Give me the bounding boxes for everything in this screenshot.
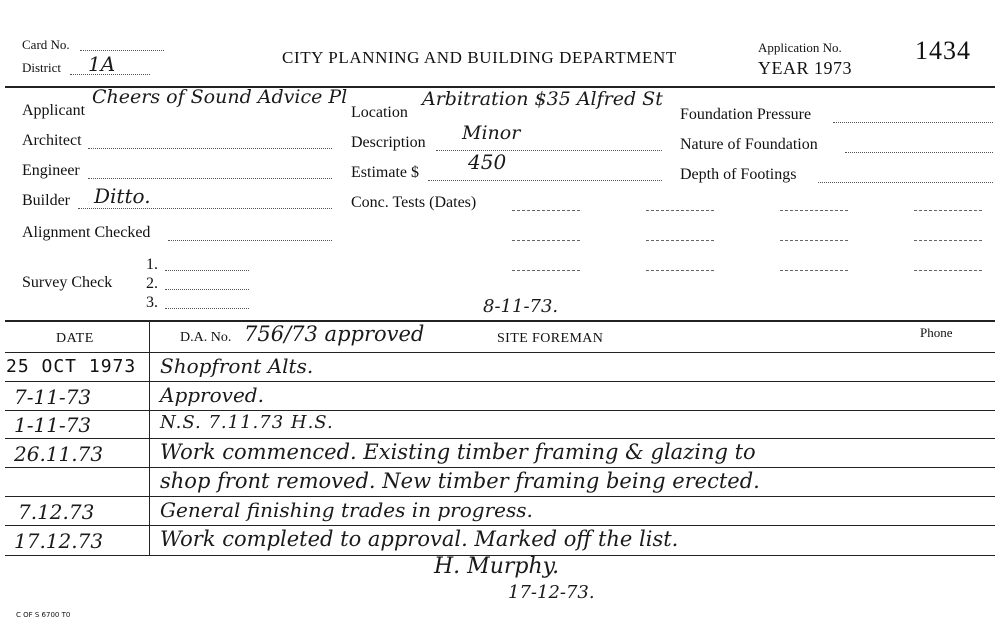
applicant-value: Cheers of Sound Advice Pl [92,86,348,108]
conc-blank-12 [914,270,982,271]
department-title: CITY PLANNING AND BUILDING DEPARTMENT [282,48,677,67]
conc-blank-4 [914,210,982,211]
application-number: 1434 [915,36,971,65]
log-top-rule [5,320,995,322]
estimate-line [428,180,662,181]
signature: H. Murphy. [434,554,560,579]
row-rule-1 [5,381,995,382]
survey-3-line [165,308,249,309]
conc-blank-9 [512,270,580,271]
district-label: District [22,60,61,75]
year-label: YEAR 1973 [758,58,852,78]
builder-label: Builder [22,192,70,209]
description-value: Minor [462,122,521,144]
log-header-rule [5,352,995,353]
signature-date: 17-12-73. [508,582,595,603]
architect-label: Architect [22,132,82,149]
da-label: D.A. No. [180,330,232,345]
conc-blank-11 [780,270,848,271]
da-value: 756/73 approved [244,322,425,346]
log-date: 26.11.73 [14,442,104,466]
estimate-label: Estimate $ [351,164,419,181]
row-rule-5 [5,496,995,497]
architect-line [88,148,332,149]
conc-blank-8 [914,240,982,241]
log-entry: General finishing trades in progress. [160,498,533,522]
alignment-label: Alignment Checked [22,224,151,241]
applicant-label: Applicant [22,102,86,119]
row-rule-4 [5,467,995,468]
log-entry: N.S. 7.11.73 H.S. [160,412,334,433]
log-entry: Work commenced. Existing timber framing & glazing to [160,440,756,464]
top-date: 8-11-73. [483,296,559,317]
district-value: 1A [88,52,116,76]
log-date: 1-11-73 [14,413,92,437]
nature-foundation-label: Nature of Foundation [680,136,818,153]
log-entry: Approved. [160,383,264,407]
conc-blank-5 [512,240,580,241]
site-foreman-label: SITE FOREMAN [497,331,604,346]
builder-value: Ditto. [94,184,151,208]
log-date: 17.12.73 [14,529,104,553]
log-date: 7-11-73 [14,385,92,409]
log-entry: shop front removed. New timber framing being erected. [160,469,760,493]
row-rule-2 [5,410,995,411]
location-label: Location [351,104,408,121]
survey-1: 1. [146,256,158,273]
survey-label: Survey Check [22,274,113,291]
row-rule-6 [5,525,995,526]
nature-foundation-line [845,152,993,153]
application-label: Application No. [758,40,842,55]
foundation-pressure-line [833,122,993,123]
foundation-pressure-label: Foundation Pressure [680,106,812,123]
estimate-value: 450 [468,150,507,174]
log-entry: Shopfront Alts. [160,354,314,378]
location-value: Arbitration $35 Alfred St [422,88,663,110]
survey-2-line [165,289,249,290]
conc-tests-label: Conc. Tests (Dates) [351,194,477,211]
conc-blank-3 [780,210,848,211]
card-no-line [80,50,164,51]
conc-blank-10 [646,270,714,271]
date-header: DATE [56,331,94,346]
description-label: Description [351,134,426,151]
phone-label: Phone [920,325,953,340]
alignment-line [168,240,332,241]
survey-3: 3. [146,294,158,311]
log-date: 25 OCT 1973 [6,356,137,377]
log-entry: Work completed to approval. Marked off the list. [160,527,679,551]
log-date: 7.12.73 [18,500,95,524]
survey-1-line [165,270,249,271]
engineer-line [88,178,332,179]
depth-footings-line [818,182,993,183]
conc-blank-6 [646,240,714,241]
depth-footings-label: Depth of Footings [680,166,797,183]
conc-blank-2 [646,210,714,211]
survey-2: 2. [146,275,158,292]
conc-blank-7 [780,240,848,241]
conc-blank-1 [512,210,580,211]
card-no-label: Card No. [22,37,70,52]
row-rule-3 [5,438,995,439]
form-code: C OF S 6700 T0 [16,611,71,619]
builder-line [78,208,332,209]
engineer-label: Engineer [22,162,80,179]
